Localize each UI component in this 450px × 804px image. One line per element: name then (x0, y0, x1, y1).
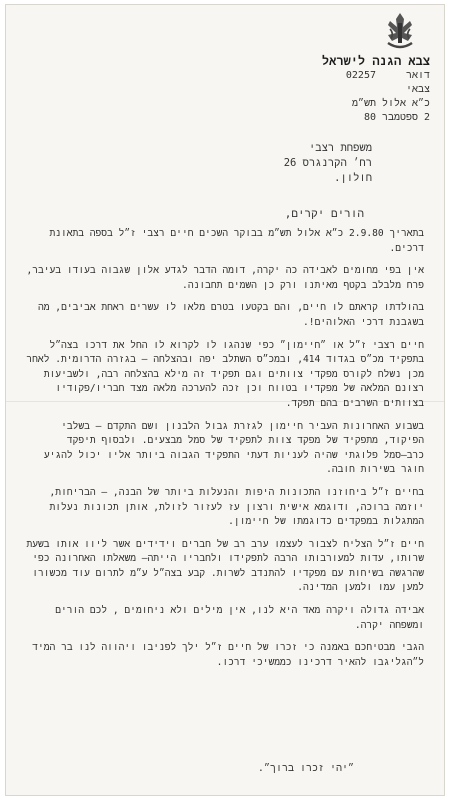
paragraph: בתאריך 2.9.80 כ״א אלול תש״מ בבוקר השכים חיים רצבי ז״ל בספה בתאונת דרכים. (49, 228, 424, 254)
letterhead-row (320, 97, 430, 111)
letterhead (320, 53, 430, 125)
idf-emblem-icon (382, 11, 418, 51)
paragraph: בחיים ז״ל ביחוזנו התכונות היפות והנעלות ביותר של הבנה, – הבריחות, יוזמה ברוכה, ודוגמא אישית ורצון עז לעזור לזולת, אותן תכונות נעלות המתגלות במפקדים כדוגמתו של חיימון. (49, 486, 424, 528)
paragraph: בהולדתו קראתם לו חיים, והם בקטעו בטרם מלאו לו עשרים ראחת אביבים, מה בשגבנת דרכי האלוהים!. (38, 302, 424, 328)
unit-name: צבא הגנה לישראל (321, 54, 430, 68)
paragraph: אבידה גדולה ויקרה מאד היא לנו, אין מילים ולא ניחומים , לכם הורים ומשפחה יקרה. (55, 605, 424, 631)
recipient-address (212, 141, 372, 186)
letterhead-value: תש״מ (351, 98, 376, 109)
paragraph: בשבוע האחרונות העביר חיימון לגזרת גבול הלבנון ושם התקדם – בשלבי הפיקוד, מתפקיד של מפקד צוות לתפקיד של סמל מבצעים. ולבסוף תיפקד כרב–סמל פלוגתי שהיה לעניות דעתי התפקיד הגבוה ביותר אליו יכול להגיע חוגר בשירות חובה. (43, 420, 424, 476)
letterhead-label: 2 ספטמבר (381, 112, 430, 123)
recipient-street: רח׳ הקרנגרס 26 (283, 157, 372, 169)
letterhead-row (320, 69, 430, 97)
recipient-city: חולון. (334, 172, 372, 184)
paragraph: אין בפי מחומים לאבידה כה יקרה, דומה הדבר לגדע אלון שגבוה בעודו בעיבר, פרח מלבלב בקטף מאיתנו ורק כן השמים תחבונה. (26, 265, 424, 291)
letterhead-label: כ״א אלול (381, 98, 430, 109)
closing-line: ״יהי זכרו ברוך״. (257, 763, 354, 774)
paragraph: חיים ז״ל הצליח לצבור לעצמו ערב רב של חברים וידידים אשר ליוו אותו בשעת שרותו, עדות למעורבותו הרבה לתפקידו ולחבריו הייתה– משאלתו האחרונה כפי שהרגשה בשיחות עם מפקדיו להתנדב לשרות. קבע בצה״ל ע״מ לתרום עוד מכשורו למען עמו ולמען המדינה. (26, 538, 424, 594)
letter-body (24, 227, 424, 678)
letterhead-row (320, 111, 430, 125)
letterhead-label: דואר צבאי (405, 70, 430, 95)
letterhead-value: 02257 (345, 70, 376, 81)
letterhead-value: 80 (363, 112, 376, 123)
salutation: הורים יקרים, (284, 207, 364, 220)
paragraph: הגבי מבטיחכם באמנה כי זכרו של חיים ז״ל ילך לפניבו ויהווה לנו בר המיד ל״הגליגבו להאיר דרכינו כממשיכי דרכו. (32, 642, 424, 668)
recipient-name: משפחת רצבי (308, 142, 372, 154)
paragraph: חיים רצבי ז״ל או ״חיימון״ כפי שנהגו לו לקרוא לו החל את דרכו בצה״ל בתפקיד מכ״ס בגדוד 414, ובמכ״ס השתלב יפה ובהצלחה – בגזרה הדרומית. לאחר מכן נשלח לקורס מפקדי צוותים וגם תפקיד זה מילא בהצלחה רבה, ולשביעות רצונם המלאה של מפקדיו בטווח וכן זכה להערכה מלאה מצד חבריו/פקודיו בצוותים השרבים בהם תפקד. (26, 339, 424, 409)
letter-page (5, 4, 445, 796)
